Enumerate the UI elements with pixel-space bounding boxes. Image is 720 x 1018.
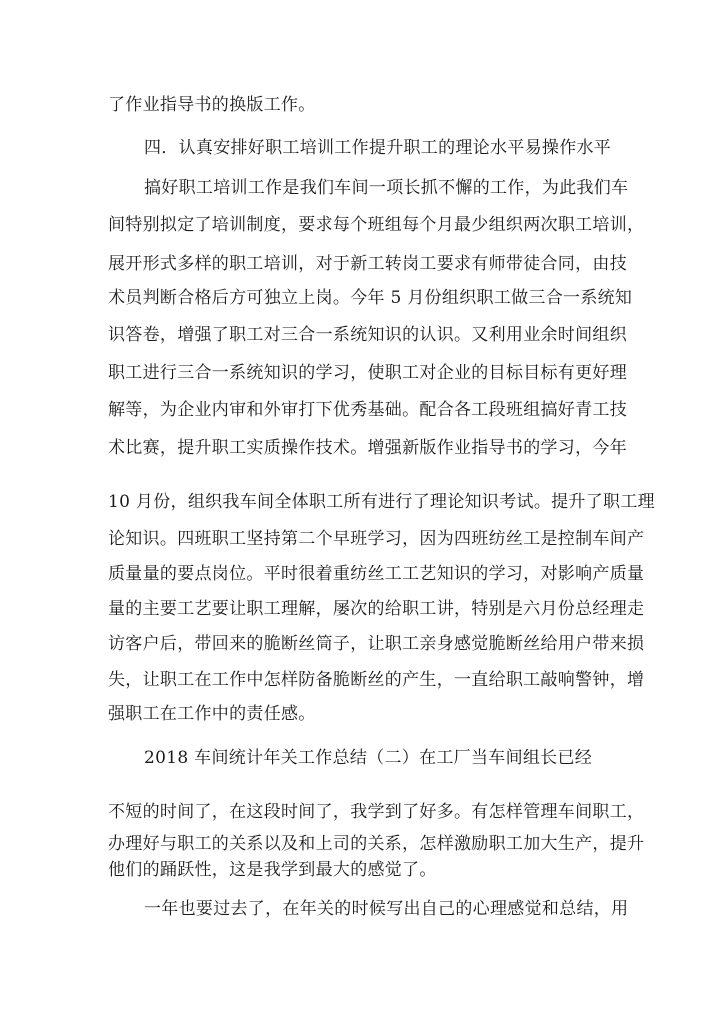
text-line: 失，让职工在工作中怎样防备脆断丝的产生，一直给职工敲响警钟，增 bbox=[108, 670, 645, 690]
text-line: 不短的时间了，在这段时间了，我学到了好多。有怎样管理车间职工， bbox=[108, 802, 645, 822]
text-line: 展开形式多样的职工培训，对于新工转岗工要求有师带徒合同，由技 bbox=[108, 254, 627, 274]
text-line: 强职工在工作中的责任感。 bbox=[108, 704, 316, 724]
text-line: 搞好职工培训工作是我们车间一项长抓不懈的工作，为此我们车 bbox=[144, 178, 629, 198]
text-line: 间特别拟定了培训制度，要求每个班组每个月最少组织两次职工培训， bbox=[108, 215, 645, 235]
section-heading: 四．认真安排好职工培训工作提升职工的理论水平易操作水平 bbox=[144, 138, 612, 158]
section-heading: 2018 车间统计年关工作总结（二）在工厂当车间组长已经 bbox=[144, 748, 593, 768]
text-line: 术比赛，提升职工实质操作技术。增强新版作业指导书的学习，今年 bbox=[108, 438, 627, 458]
text-line: 量的主要工艺要让职工理解，屡次的给职工讲，特别是六月份总经理走 bbox=[108, 599, 645, 619]
text-line: 访客户后，带回来的脆断丝筒子，让职工亲身感觉脆断丝给用户带来损 bbox=[108, 634, 645, 654]
text-line: 了作业指导书的换版工作。 bbox=[108, 95, 316, 115]
text-line: 解等，为企业内审和外审打下优秀基础。配合各工段班组搞好青工技 bbox=[108, 400, 627, 420]
text-line: 术员判断合格后方可独立上岗。今年 5 月份组织职工做三合一系统知 bbox=[108, 288, 633, 308]
text-line: 职工进行三合一系统知识的学习，使职工对企业的目标目标有更好理 bbox=[108, 363, 627, 383]
text-line: 一年也要过去了，在年关的时候写出自己的心理感觉和总结，用 bbox=[144, 899, 629, 919]
text-line: 论知识。四班职工坚持第二个早班学习，因为四班纺丝工是控制车间产 bbox=[108, 529, 645, 549]
text-line: 10 月份，组织我车间全体职工所有进行了理论知识考试。提升了职工理 bbox=[108, 492, 655, 512]
text-line: 识答卷，增强了职工对三合一系统知识的认识。又利用业余时间组织 bbox=[108, 325, 627, 345]
text-line: 办理好与职工的关系以及和上司的关系，怎样激励职工加大生产，提升 bbox=[108, 834, 645, 854]
text-line: 质量量的要点岗位。平时很着重纺丝工工艺知识的学习，对影响产质量 bbox=[108, 564, 645, 584]
text-line: 他们的踊跃性，这是我学到最大的感觉了。 bbox=[108, 860, 437, 880]
